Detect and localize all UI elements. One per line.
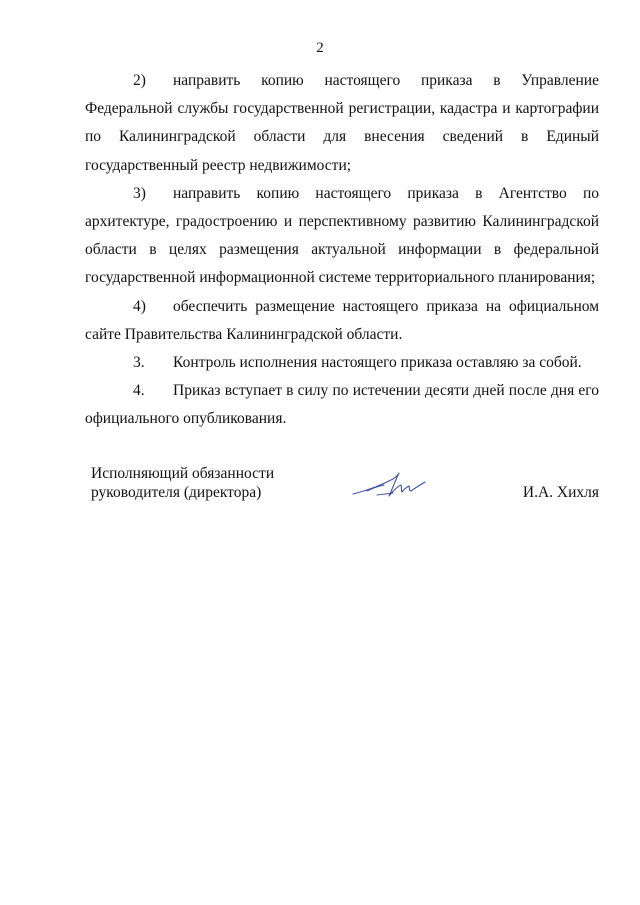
signatory-title-line2: руководителя (директора) (91, 484, 262, 501)
paragraph-marker: 2) (133, 72, 146, 89)
paragraph-marker: 3. (133, 354, 145, 372)
paragraph-marker: 4. (133, 382, 145, 400)
paragraph-marker: 3) (133, 184, 146, 202)
paragraph-text: Контроль исполнения настоящего приказа оставляю за собой. (173, 354, 582, 372)
page-number: 2 (316, 40, 324, 56)
paragraph-text: направить копию настоящего приказа в Агентство по архитектуре, градостроению и перспективному развитию Калининградской области в целях размещения актуальной информации в федеральной государственной информационной системе территориального планирования; (85, 184, 599, 287)
handwritten-signature (349, 464, 429, 504)
paragraph-marker: 4) (133, 297, 146, 315)
paragraph-item-3 (85, 180, 599, 293)
paragraph-item-2 (85, 67, 599, 180)
document-body (85, 67, 599, 434)
paragraph-text: Приказ вступает в силу по истечении десяти дней после дня его официального опубликования. (85, 382, 599, 428)
paragraph-control (85, 349, 599, 377)
signatory-title-line1: Исполняющий обязанности (91, 465, 275, 482)
signature-block (85, 464, 599, 524)
paragraph-text: направить копию настоящего приказа в Управление Федеральной службы государственной регистрации, кадастра и картографии по Калининградской области для внесения сведений в Единый государственный реестр недвижимости; (85, 72, 599, 174)
paragraph-text: обеспечить размещение настоящего приказа на официальном сайте Правительства Калининградской области. (85, 297, 599, 343)
signatory-title (91, 464, 274, 502)
paragraph-effective (85, 377, 599, 433)
signatory-name: И.А. Хихля (522, 484, 599, 501)
paragraph-item-4 (85, 293, 599, 349)
